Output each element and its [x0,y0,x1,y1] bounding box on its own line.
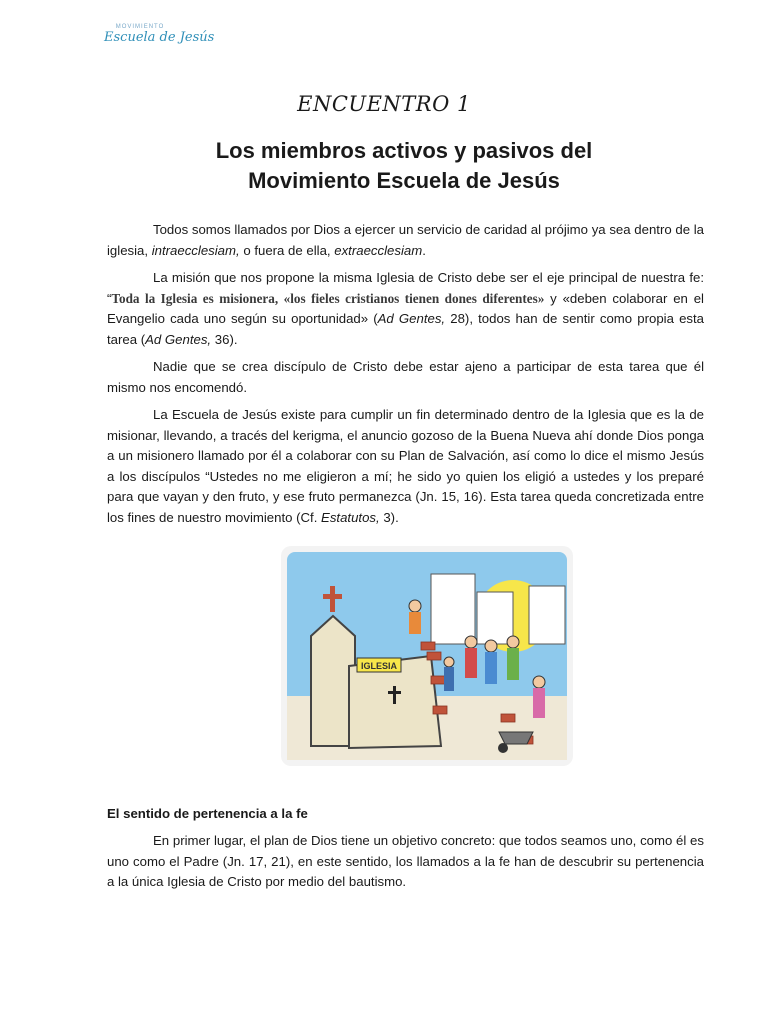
page-title [0,136,768,196]
church-building-illustration [281,546,573,766]
section-paragraph-1: En primer lugar, el plan de Dios tiene un objetivo concreto: que todos seamos uno, como él es uno como el Padre (Jn. 17, 21), en este sentido, los llamados a la fe han de descubrir su pertenencia a la única Iglesia de Cristo por medio del bautismo. [107,833,704,889]
logo [104,24,215,45]
paragraph-3: Nadie que se crea discípulo de Cristo debe estar ajeno a participar de esta tarea que él mismo nos encomendó. [107,359,704,395]
paragraph-4: La Escuela de Jesús existe para cumplir un fin determinado dentro de la Iglesia que es la de misionar, llevando, a tracés del kerigma, el anuncio gozoso de la Buena Nueva ahí donde Dios ponga a un misionero llamado por él a colaborar con su Plan de Salvación, así como lo dice el mismo Jesús a los discípulos “Ustedes no me eligieron a mí; he sido yo quien los eligió a ustedes y los preparé para que vayan y den fruto, y ese fruto permanezca (Jn. 15, 16). Esta tarea queda concretizada entre los fines de nuestro movimiento (Cf. Estatutos, 3). [107,407,704,525]
logo-top-text: MOVIMIENTO [115,24,165,30]
paragraph-2: La misión que nos propone la misma Iglesia de Cristo debe ser el eje principal de nuestra fe: “Toda la Iglesia es misionera, «los fieles cristianos tienen dones diferentes» y «deben colaborar en el Evangelio cada uno según su oportunidad» (Ad Gentes, 28), todos han de sentir como propia esta tarea (Ad Gentes, 36). [107,270,705,347]
church-sign: IGLESIA [360,661,398,671]
paragraph-1: Todos somos llamados por Dios a ejercer un servicio de caridad al prójimo ya sea dentro de la iglesia, intraecclesiam, o fuera de ella, extraecclesiam. [107,222,704,258]
section-text [107,831,704,900]
encounter-heading: ENCUENTRO 1 [297,92,471,116]
section-heading: El sentido de pertenencia a la fe [107,806,308,821]
logo-main-text: Escuela de Jesús [104,30,215,45]
intro-text [107,220,704,535]
title-line-2: Movimiento Escuela de Jesús [248,168,560,193]
title-line-1: Los miembros activos y pasivos del [215,138,593,163]
